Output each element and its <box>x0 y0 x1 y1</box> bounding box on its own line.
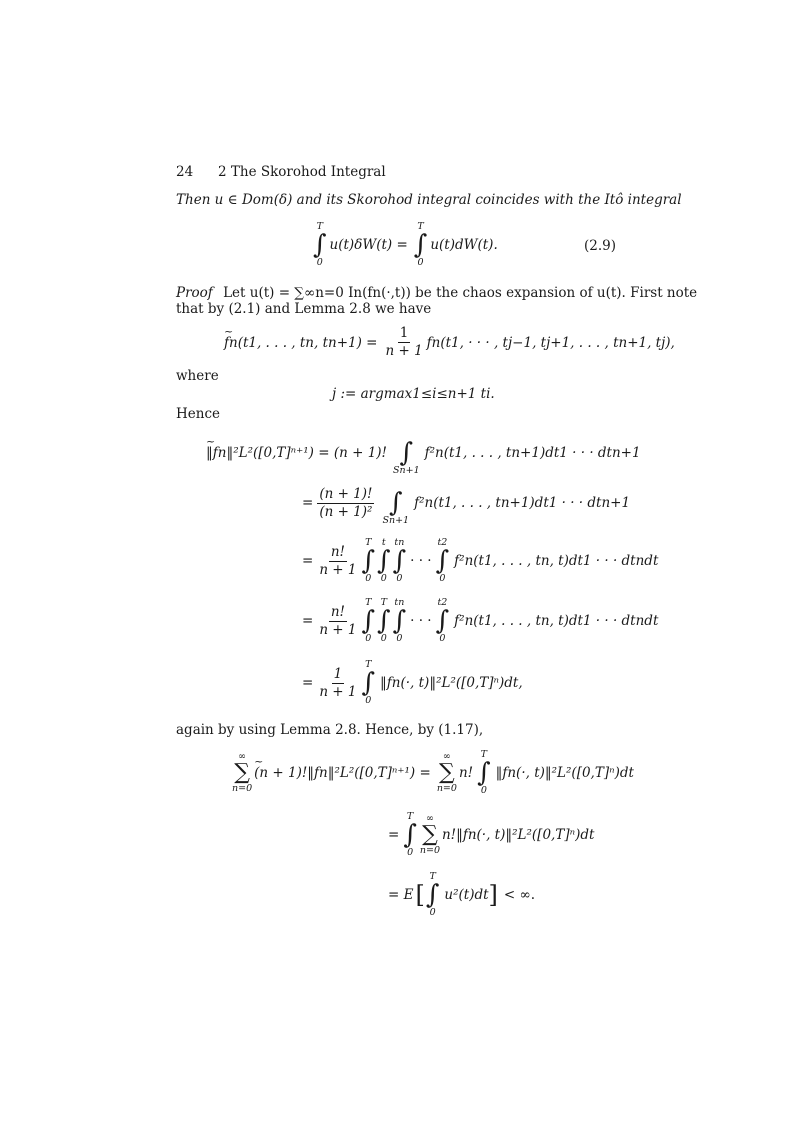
equation-2-9 <box>312 222 498 268</box>
chain-line-3-rhs: f²n(t1, . . . , tn, t)dt1 · · · dtndt <box>454 553 659 569</box>
ellipsis: · · · <box>410 613 432 629</box>
sum-sign: ∞ ∑ n=0 <box>436 751 457 794</box>
integral-sign: ∫ Sn+1 <box>392 438 420 476</box>
final-line-1 <box>230 750 634 796</box>
rhs-integrand: u(t)dW(t). <box>430 237 498 253</box>
fraction: $\frac{n!}{n + 1}$ <box>319 603 357 638</box>
chain-line-4-rhs: f²n(t1, . . . , tn, t)dt1 · · · dtndt <box>454 613 659 629</box>
equals-sign: = <box>388 827 400 843</box>
integral-sign: T ∫ 0 <box>477 749 491 796</box>
final-line-2-rhs: n!‖fn(·, t)‖²L²([0,T]ⁿ)dt <box>441 827 595 843</box>
equation-label: (2.9) <box>584 238 617 254</box>
final-line-1-mid: n! <box>458 765 474 781</box>
chain-line-5 <box>302 660 523 706</box>
proof-line-1 <box>176 285 697 301</box>
integral-sign: T ∫ 0 <box>361 597 376 644</box>
norm-lhs: ~ ‖fn‖²L²([0,T]ⁿ⁺¹) = (n + 1)! <box>206 445 387 461</box>
chain-line-2 <box>302 480 630 526</box>
integral-sign: t2 ∫ 0 <box>435 537 450 584</box>
right-bracket: ] <box>488 881 498 909</box>
lhs-integrand: u(t)δW(t) = <box>329 237 408 253</box>
equals-sign: = <box>302 553 314 569</box>
integral-sign: T ∫ 0 <box>377 597 391 644</box>
theorem-statement: Then u ∈ Dom(δ) and its Skorohod integral coincides with the Itô integral <box>176 192 682 208</box>
equals-sign: = <box>302 675 314 691</box>
fraction: $\frac{1}{n + 1}$ <box>385 325 423 359</box>
chain-line-3 <box>302 538 658 584</box>
chain-line-1-rhs: f²n(t1, . . . , tn+1)dt1 · · · dtn+1 <box>424 445 641 461</box>
proof-label: Proof <box>176 285 213 301</box>
symmetrization-rhs: fn(t1, · · · , tj−1, tj+1, . . . , tn+1, tj), <box>426 334 675 351</box>
again-text: again by using Lemma 2.8. Hence, by (1.17), <box>176 722 484 738</box>
equals-sign: = <box>302 495 314 511</box>
page-number: 24 <box>176 164 194 180</box>
integral-sign: tn ∫ 0 <box>392 597 407 644</box>
symmetrization-lhs: ~ fn(t1, . . . , tn, tn+1) = <box>224 335 377 351</box>
final-line-1-lhs: ~ (n + 1)!‖fn‖²L²([0,T]ⁿ⁺¹) = <box>254 765 431 781</box>
integral-sign: t ∫ 0 <box>377 537 391 584</box>
ellipsis: · · · <box>410 553 432 569</box>
final-line-3-end: < ∞. <box>503 887 536 903</box>
equals-sign: = <box>302 613 314 629</box>
integral-sign: T ∫ 0 <box>313 221 327 268</box>
equation-symmetrization <box>224 326 675 359</box>
sum-sign: ∞ ∑ n=0 <box>232 751 253 794</box>
final-line-2 <box>388 812 594 858</box>
fraction: $\frac{1}{n + 1}$ <box>319 665 357 700</box>
integral-sign: t2 ∫ 0 <box>435 597 450 644</box>
integral-sign: tn ∫ 0 <box>392 537 407 584</box>
proof-line-2: that by (2.1) and Lemma 2.8 we have <box>176 301 432 317</box>
integral-sign: ∫ Sn+1 <box>382 488 410 526</box>
proof-text: Let u(t) = ∑∞n=0 In(fn(·,t)) be the chaos expansion of u(t). First note <box>223 285 698 301</box>
chain-line-4 <box>302 598 658 644</box>
argmax-definition: j := argmax1≤i≤n+1 ti. <box>332 386 495 402</box>
integral-sign: T ∫ 0 <box>413 221 428 268</box>
fraction: $\frac{(n + 1)!}{\text{(n + 1)²}}$ <box>319 485 373 520</box>
integral-sign: T ∫ 0 <box>425 871 440 918</box>
chain-line-2-rhs: f²n(t1, . . . , tn+1)dt1 · · · dtn+1 <box>414 495 631 511</box>
sum-sign: ∞ ∑ n=0 <box>419 813 440 856</box>
where-word: where <box>176 368 219 384</box>
left-bracket: [ <box>415 881 425 909</box>
fraction: $\frac{n!}{n + 1}$ <box>319 543 357 578</box>
final-line-1-rhs: ‖fn(·, t)‖²L²([0,T]ⁿ)dt <box>495 765 634 781</box>
integral-sign: T ∫ 0 <box>403 811 417 858</box>
integral-sign: T ∫ 0 <box>361 659 376 706</box>
final-line-3-integrand: u²(t)dt <box>444 887 489 903</box>
chain-line-1 <box>206 430 641 476</box>
chain-line-5-rhs: ‖fn(·, t)‖²L²([0,T]ⁿ)dt, <box>380 675 523 691</box>
hence-word: Hence <box>176 406 221 422</box>
expectation: = E <box>388 887 414 903</box>
final-line-3 <box>388 872 535 918</box>
running-title: 2 The Skorohod Integral <box>218 164 386 180</box>
integral-sign: T ∫ 0 <box>361 537 376 584</box>
